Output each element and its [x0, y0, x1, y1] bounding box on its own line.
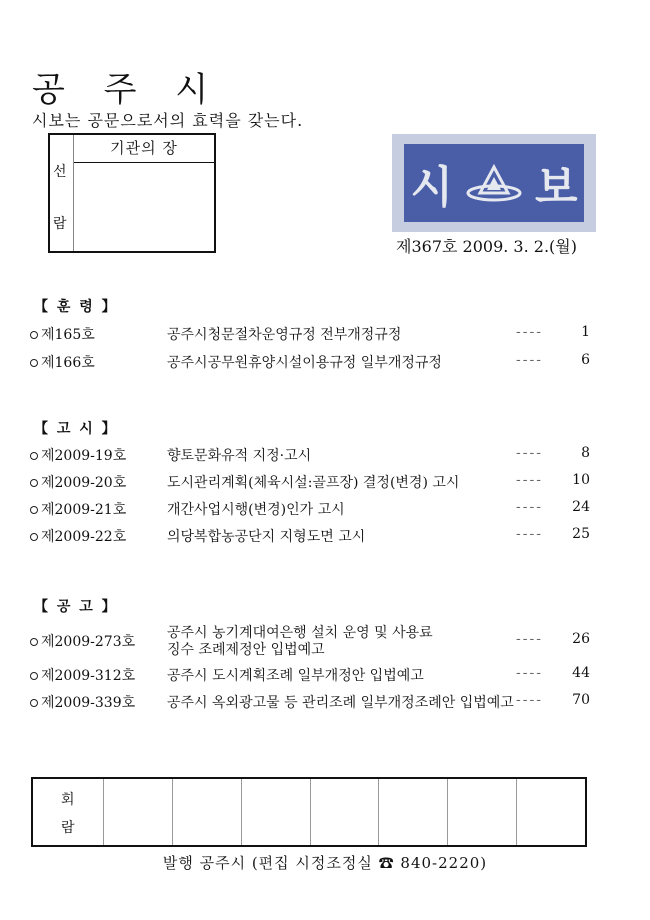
- leader: ----: [516, 631, 543, 647]
- list-item[interactable]: [30, 352, 590, 376]
- item-title: 도시관리계획(체육시설:골프장) 결정(변경) 고시: [167, 475, 460, 491]
- list-item[interactable]: [30, 692, 590, 716]
- review-table: [31, 777, 587, 847]
- list-item[interactable]: [30, 622, 590, 658]
- issue-info: 제367호 2009. 3. 2.(월): [396, 237, 577, 256]
- leader: ----: [516, 692, 543, 708]
- routing-side-top: 선: [53, 164, 67, 180]
- leader: ----: [516, 665, 543, 681]
- bullet-icon: [30, 359, 38, 367]
- item-page: 8: [581, 445, 590, 461]
- item-page: 24: [572, 499, 590, 515]
- item-no: 제2009-19호: [41, 448, 127, 464]
- item-page: 26: [572, 631, 590, 647]
- leader: ----: [516, 324, 543, 340]
- gazette-logo: [392, 134, 596, 232]
- item-page: 25: [572, 526, 590, 542]
- page-title: 공 주 시: [32, 70, 223, 110]
- list-item[interactable]: [30, 665, 590, 689]
- leader: ----: [516, 499, 543, 515]
- logo-left-char: 시: [410, 162, 453, 213]
- bullet-icon: [30, 479, 38, 487]
- item-no: 제166호: [41, 355, 95, 371]
- item-page: 6: [581, 352, 590, 368]
- subtitle: 시보는 공문으로서의 효력을 갖는다.: [32, 111, 304, 130]
- review-label: [33, 779, 103, 845]
- item-title: 공주시 옥외광고물 등 관리조례 일부개정조례안 입법예고: [167, 695, 514, 711]
- section-label: 【 훈 령 】: [34, 299, 118, 315]
- bullet-icon: [30, 452, 38, 460]
- item-title: 공주시공무원휴양시설이용규정 일부개정규정: [167, 355, 442, 371]
- routing-box: [48, 133, 216, 253]
- routing-head: 기관의 장: [74, 135, 214, 163]
- item-title: 향토문화유적 지정·고시: [167, 448, 312, 464]
- item-title: 공주시 농기계대여은행 설치 운영 및 사용료: [167, 625, 433, 641]
- review-label-top: 회: [61, 792, 75, 808]
- section-label: 【 공 고 】: [34, 599, 118, 615]
- review-cell: [103, 779, 172, 845]
- routing-side-bottom: 람: [53, 216, 67, 232]
- item-title: 개간사업시행(변경)인가 고시: [167, 502, 345, 518]
- item-title-line2: 징수 조례제정안 입법예고: [167, 642, 325, 658]
- item-title: 의당복합농공단지 지형도면 고시: [167, 529, 366, 545]
- bullet-icon: [30, 506, 38, 514]
- list-item[interactable]: [30, 472, 590, 496]
- list-item[interactable]: [30, 526, 590, 550]
- review-cell: [241, 779, 310, 845]
- logo-right-char: 보: [534, 162, 578, 213]
- item-page: 44: [572, 665, 590, 681]
- item-no: 제2009-20호: [41, 475, 127, 491]
- review-cell: [516, 779, 585, 845]
- item-no: 제2009-312호: [41, 668, 136, 684]
- item-page: 70: [572, 692, 590, 708]
- section-label: 【 고 시 】: [34, 421, 118, 437]
- leader: ----: [516, 472, 543, 488]
- review-cell: [378, 779, 447, 845]
- review-cell: [447, 779, 516, 845]
- item-title: 공주시 도시계획조례 일부개정안 입법예고: [167, 668, 424, 684]
- item-no: 제2009-21호: [41, 502, 127, 518]
- item-no: 제2009-273호: [41, 634, 136, 650]
- item-page: 10: [572, 472, 590, 488]
- bullet-icon: [30, 672, 38, 680]
- review-cell: [172, 779, 241, 845]
- item-no: 제2009-22호: [41, 529, 127, 545]
- list-item[interactable]: [30, 324, 590, 348]
- bullet-icon: [30, 533, 38, 541]
- logo-emblem-icon: [466, 163, 522, 203]
- bullet-icon: [30, 699, 38, 707]
- list-item[interactable]: [30, 499, 590, 523]
- item-no: 제2009-339호: [41, 695, 136, 711]
- bullet-icon: [30, 638, 38, 646]
- leader: ----: [516, 352, 543, 368]
- list-item[interactable]: [30, 445, 590, 469]
- item-title: 공주시청문절차운영규정 전부개정규정: [167, 327, 402, 343]
- item-page: 1: [581, 324, 590, 340]
- review-cell: [310, 779, 379, 845]
- item-no: 제165호: [41, 327, 95, 343]
- publisher-footer: 발행 공주시 (편집 시정조정실 ☎ 840-2220): [162, 854, 488, 872]
- leader: ----: [516, 526, 543, 542]
- bullet-icon: [30, 331, 38, 339]
- review-label-bottom: 람: [61, 820, 75, 836]
- routing-side: [50, 135, 74, 251]
- leader: ----: [516, 445, 543, 461]
